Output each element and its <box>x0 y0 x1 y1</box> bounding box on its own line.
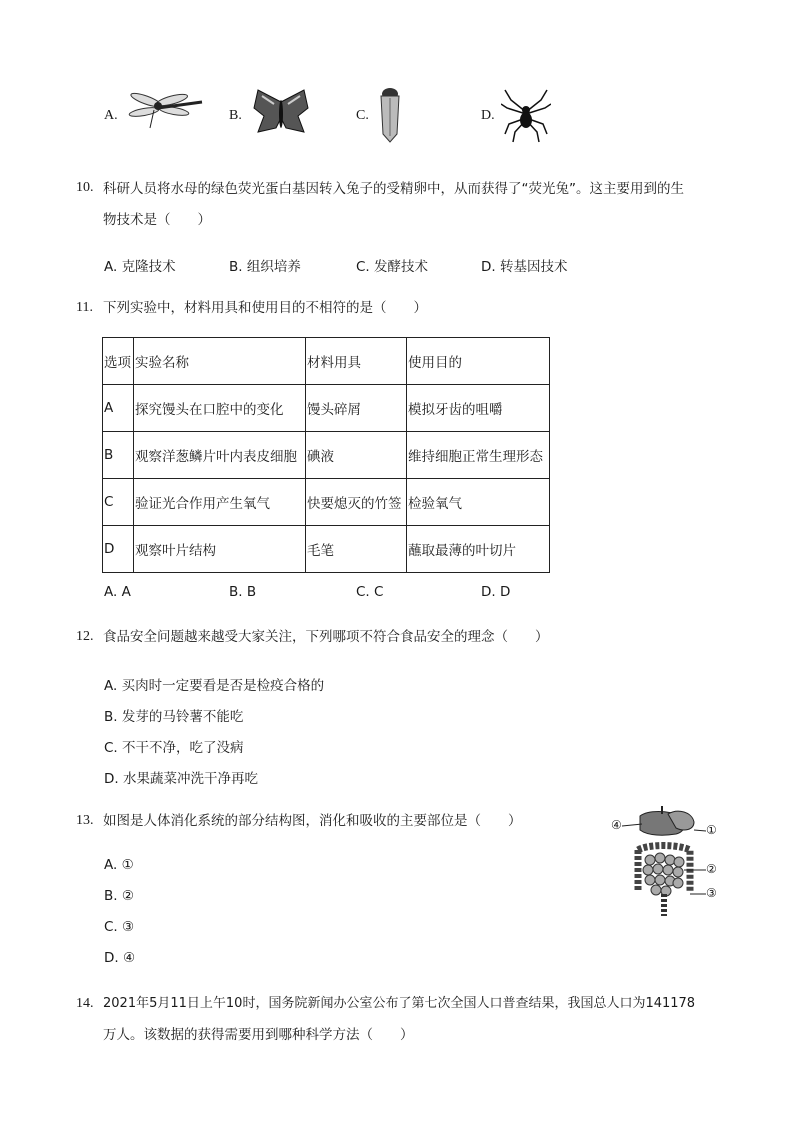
table-header-row <box>103 338 550 385</box>
table-cell: B <box>103 432 134 479</box>
q12-option-b[interactable]: B. 发芽的马铃薯不能吃 <box>104 709 244 725</box>
q9-option-a-label[interactable]: A. <box>104 108 118 123</box>
table-cell: 验证光合作用产生氧气 <box>134 479 306 526</box>
table-cell: 模拟牙齿的咀嚼 <box>407 385 550 432</box>
q13-option-a[interactable]: A. ① <box>104 857 134 873</box>
figure-label-3: ③ <box>706 886 717 900</box>
q10-option-b[interactable]: B. 组织培养 <box>229 259 301 275</box>
table-row <box>103 385 550 432</box>
q13-option-c[interactable]: C. ③ <box>104 919 135 935</box>
q10-line1: 科研人员将水母的绿色荧光蛋白基因转入兔子的受精卵中，从而获得了“荧光兔”。这主要用到的生 <box>103 181 684 197</box>
table-cell: 馒头碎屑 <box>306 385 407 432</box>
q9-option-b-label[interactable]: B. <box>229 108 242 123</box>
q11-option-b[interactable]: B. B <box>229 584 257 600</box>
q11-number: 11. <box>76 300 93 315</box>
q11-option-a[interactable]: A. A <box>104 584 131 600</box>
table-row <box>103 526 550 573</box>
digestive-system-figure <box>608 806 720 922</box>
table-header-cell: 使用目的 <box>407 338 550 385</box>
q11-option-c[interactable]: C. C <box>356 584 384 600</box>
table-cell: D <box>103 526 134 573</box>
figure-label-2: ② <box>706 862 717 876</box>
table-cell: C <box>103 479 134 526</box>
q11-table <box>102 337 550 573</box>
butterfly-icon <box>252 88 310 140</box>
cicada-icon <box>377 86 403 144</box>
q12-option-c[interactable]: C. 不干不净，吃了没病 <box>104 740 244 756</box>
q14-line2: 万人。该数据的获得需要用到哪种科学方法（ ） <box>103 1027 414 1043</box>
q10-number: 10. <box>76 180 94 195</box>
q9-option-d-label[interactable]: D. <box>481 108 495 123</box>
table-cell: 蘸取最薄的叶切片 <box>407 526 550 573</box>
q13-option-d[interactable]: D. ④ <box>104 950 136 966</box>
table-header-cell: 材料用具 <box>306 338 407 385</box>
table-cell: A <box>103 385 134 432</box>
q12-option-a[interactable]: A. 买肉时一定要看是否是检疫合格的 <box>104 678 325 694</box>
table-cell: 观察洋葱鳞片叶内表皮细胞 <box>134 432 306 479</box>
table-cell: 检验氧气 <box>407 479 550 526</box>
q10-option-a[interactable]: A. 克隆技术 <box>104 259 176 275</box>
q12-text: 食品安全问题越来越受大家关注，下列哪项不符合食品安全的理念（ ） <box>103 629 549 645</box>
table-header-cell: 实验名称 <box>134 338 306 385</box>
table-cell: 观察叶片结构 <box>134 526 306 573</box>
q10-option-c[interactable]: C. 发酵技术 <box>356 259 429 275</box>
table-row <box>103 432 550 479</box>
q12-number: 12. <box>76 629 94 644</box>
q10-option-d[interactable]: D. 转基因技术 <box>481 259 568 275</box>
table-cell: 维持细胞正常生理形态 <box>407 432 550 479</box>
q11-text: 下列实验中，材料用具和使用目的不相符的是（ ） <box>103 300 427 316</box>
figure-label-1: ① <box>706 823 717 837</box>
q10-line2: 物技术是（ ） <box>103 212 211 228</box>
q12-option-d[interactable]: D. 水果蔬菜冲洗干净再吃 <box>104 771 258 787</box>
q13-text: 如图是人体消化系统的部分结构图，消化和吸收的主要部位是（ ） <box>103 813 522 829</box>
q9-option-c-label[interactable]: C. <box>356 108 369 123</box>
table-header-cell: 选项 <box>103 338 134 385</box>
table-cell: 毛笔 <box>306 526 407 573</box>
table-row <box>103 479 550 526</box>
q14-number: 14. <box>76 996 94 1011</box>
q14-line1: 2021年5月11日上午10时，国务院新闻办公室公布了第七次全国人口普查结果，我国总人口为141178 <box>103 996 696 1011</box>
table-cell: 碘液 <box>306 432 407 479</box>
dragonfly-icon <box>124 88 204 138</box>
table-cell: 快要熄灭的竹签 <box>306 479 407 526</box>
figure-label-4: ④ <box>611 818 622 832</box>
spider-icon <box>501 88 551 144</box>
q13-number: 13. <box>76 813 94 828</box>
q13-option-b[interactable]: B. ② <box>104 888 134 904</box>
q11-option-d[interactable]: D. D <box>481 584 511 600</box>
table-cell: 探究馒头在口腔中的变化 <box>134 385 306 432</box>
